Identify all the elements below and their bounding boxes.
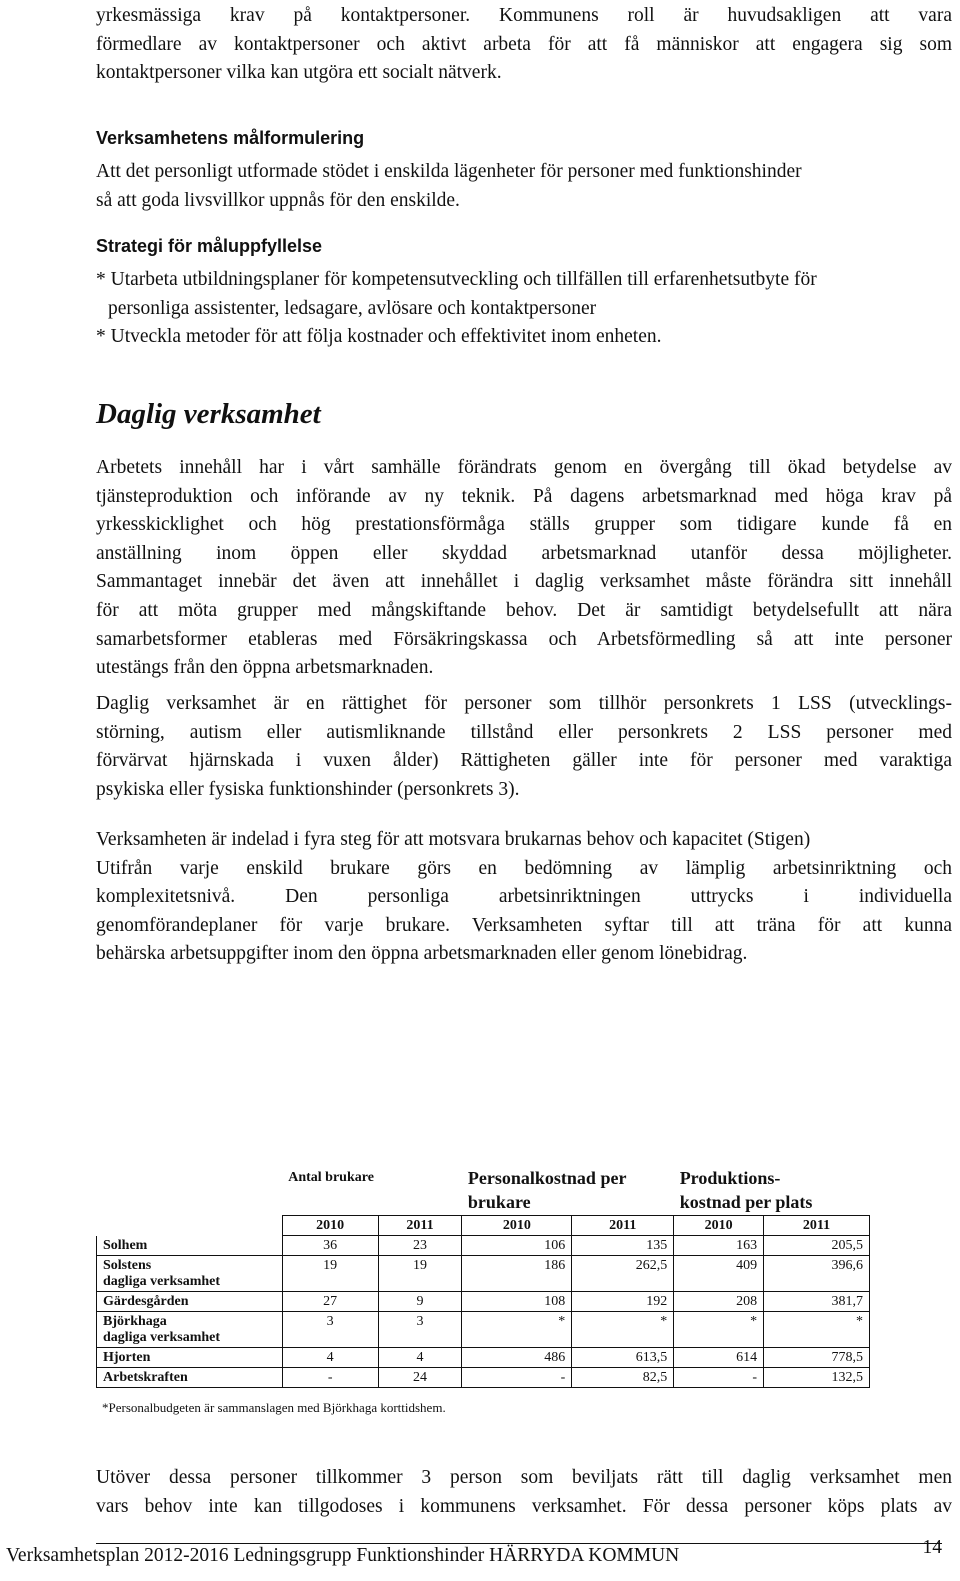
table-header-staffcost-line: brukare: [467, 1192, 531, 1212]
table-year-cell: 2011: [572, 1216, 674, 1236]
table-cell: 108: [462, 1292, 572, 1312]
table-cell: 9: [378, 1292, 462, 1312]
table-cell: 4: [378, 1348, 462, 1368]
table-cell: *: [572, 1312, 674, 1348]
goal-line: så att goda livsvillkor uppnås för den enskilde.: [96, 189, 460, 211]
table-row-name: [97, 1312, 283, 1348]
table-cell: 19: [378, 1256, 462, 1292]
strategy-bullet-continuation: personliga assistenter, ledsagare, avlösare och kontaktpersoner: [108, 297, 597, 319]
table-year-cell: 2011: [378, 1216, 462, 1236]
table-cell: 106: [462, 1236, 572, 1256]
table-header-users: Antal brukare: [288, 1170, 374, 1185]
paragraph-line: Utifrån varje enskild brukare görs en bedömning av lämplig arbetsinriktning och: [96, 857, 952, 879]
table-cell: *: [462, 1312, 572, 1348]
section-heading: Daglig verksamhet: [96, 398, 321, 430]
table-cell: 163: [674, 1236, 764, 1256]
daily-paragraph-2: [96, 690, 952, 804]
table-header-prodcost-line: kostnad per plats: [679, 1192, 813, 1212]
paragraph-line: förvärvat hjärnskada i vuxen ålder) Rättigheten gäller inte för personer med varaktiga: [96, 750, 952, 772]
intro-paragraph: [96, 2, 952, 88]
row-label: Gärdesgården: [103, 1294, 189, 1309]
footer-text: Verksamhetsplan 2012-2016 Ledningsgrupp Funktionshinder HÄRRYDA KOMMUN: [6, 1545, 680, 1566]
row-label: Hjorten: [103, 1350, 151, 1365]
paragraph-line: psykiska eller fysiska funktionshinder (personkrets 3).: [96, 778, 520, 800]
paragraph-line: utestängs från den öppna arbetsmarknaden.: [96, 657, 434, 679]
row-label: Solhem: [103, 1237, 148, 1253]
table-row: [97, 1348, 870, 1368]
table-header-prodcost-line: Produktions-: [679, 1168, 781, 1188]
table-cell: 614: [674, 1348, 764, 1368]
table-cell: 613,5: [572, 1348, 674, 1368]
page-number: 14: [922, 1537, 942, 1558]
table-cell: 409: [674, 1256, 764, 1292]
table-year-cell: 2010: [674, 1216, 764, 1236]
table-cell: 208: [674, 1292, 764, 1312]
table-year-cell: 2011: [764, 1216, 870, 1236]
table-cell: 381,7: [764, 1292, 870, 1312]
strategy-bullet: * Utveckla metoder för att följa kostnader och effektivitet inom enheten.: [96, 326, 662, 348]
paragraph-line: Utöver dessa personer tillkommer 3 person som beviljats rätt till daglig verksamhet men: [96, 1467, 952, 1488]
paragraph-line: störning, autism eller autismliknande tillstånd eller personkrets 2 LSS personer med: [96, 721, 952, 743]
paragraph-line: Sammantaget innebär det även att innehållet i daglig verksamhet måste förändra sitt innehåll: [96, 571, 952, 593]
cost-table: [96, 1164, 870, 1388]
table-row: [97, 1236, 870, 1256]
table-cell: 23: [378, 1236, 462, 1256]
table-cell: 19: [282, 1256, 378, 1292]
daily-paragraph-1: [96, 454, 952, 683]
paragraph-line: komplexitetsnivå. Den personliga arbetsinriktningen uttrycks i individuella: [96, 886, 952, 908]
table-cell: 3: [282, 1312, 378, 1348]
paragraph-line: anställning inom öppen eller skyddad arbetsmarknad utanför dessa möjligheter.: [96, 542, 952, 564]
table-footnote: *Personalbudgeten är sammanslagen med Björkhaga korttidshem.: [102, 1400, 446, 1415]
row-label: Björkhaga: [103, 1314, 167, 1329]
intro-line: yrkesmässiga krav på kontaktpersoner. Kommunens roll är huvudsakligen att vara: [96, 5, 952, 26]
table-row-name: [97, 1292, 283, 1312]
table-row-name: [97, 1236, 283, 1256]
table-row: [97, 1312, 870, 1348]
table-row-name: [97, 1348, 283, 1368]
paragraph-line: Daglig verksamhet är en rättighet för personer som tillhör personkrets 1 LSS (utvecklings-: [96, 693, 952, 714]
table-year-cell: 2010: [282, 1216, 378, 1236]
paragraph-line: samarbetsformer etableras med Försäkringskassa och Arbetsförmedling så att inte personer: [96, 628, 952, 650]
table-cell: 262,5: [572, 1256, 674, 1292]
table-cell: *: [764, 1312, 870, 1348]
table-cell: 4: [282, 1348, 378, 1368]
table-header-staffcost: [462, 1164, 674, 1216]
table-cell: 82,5: [572, 1368, 674, 1388]
table-row-name: [97, 1368, 283, 1388]
paragraph-line: genomförandeplaner för varje brukare. Verksamheten syftar till att träna för att kunna: [96, 914, 952, 936]
table-cell: 24: [378, 1368, 462, 1388]
table-cell: 205,5: [764, 1236, 870, 1256]
table-cell: *: [674, 1312, 764, 1348]
goal-paragraph: [96, 158, 952, 215]
table-cell: 778,5: [764, 1348, 870, 1368]
table-cell: [97, 1216, 283, 1236]
table-cell: 396,6: [764, 1256, 870, 1292]
footer-rule: [96, 1543, 942, 1544]
table-cell: -: [462, 1368, 572, 1388]
row-label-sub: dagliga verksamhet: [103, 1274, 221, 1289]
strategy-list: [96, 266, 952, 352]
strategy-heading: Strategi för måluppfyllelse: [96, 236, 323, 256]
table-cell: 27: [282, 1292, 378, 1312]
goal-line: Att det personligt utformade stödet i enskilda lägenheter för personer med funktionshinder: [96, 161, 802, 182]
intro-line: förmedlare av kontaktpersoner och aktivt arbeta för att få människor att engagera sig som: [96, 33, 952, 55]
table-row: [97, 1292, 870, 1312]
paragraph-line: behärska arbetsuppgifter inom den öppna arbetsmarknaden eller genom lönebidrag.: [96, 943, 748, 965]
table-cell: 192: [572, 1292, 674, 1312]
intro-line: kontaktpersoner vilka kan utgöra ett socialt nätverk.: [96, 62, 502, 84]
table-header-staffcost-line: Personalkostnad per: [467, 1168, 627, 1188]
table-years-row: [97, 1216, 870, 1236]
goal-heading: Verksamhetens målformulering: [96, 128, 365, 148]
table-cell: 132,5: [764, 1368, 870, 1388]
strategy-bullet: * Utarbeta utbildningsplaner för kompetensutveckling och tillfällen till erfarenhetsutbyte för: [96, 269, 817, 290]
paragraph-line: yrkesskicklighet och hög prestationsförmåga ställs grupper som tidigare kunde få en: [96, 514, 952, 536]
table-row-name: [97, 1256, 283, 1292]
table-header-row: [97, 1164, 870, 1216]
table-cell: 135: [572, 1236, 674, 1256]
paragraph-line: för att möta grupper med mångskiftande behov. Det är samtidigt betydelsefullt att nära: [96, 599, 952, 621]
table-row: [97, 1368, 870, 1388]
paragraph-line: Arbetets innehåll har i vårt samhälle förändrats genom en övergång till ökad betydelse av: [96, 457, 952, 478]
closing-paragraph: [96, 1464, 952, 1521]
table-row: [97, 1256, 870, 1292]
table-cell: -: [282, 1368, 378, 1388]
table-cell: 486: [462, 1348, 572, 1368]
table-cell: 3: [378, 1312, 462, 1348]
table-cell: 36: [282, 1236, 378, 1256]
paragraph-line: Verksamheten är indelad i fyra steg för att motsvara brukarnas behov och kapacitet (Stigen): [96, 829, 811, 850]
paragraph-line: tjänsteproduktion och införande av ny teknik. På dagens arbetsmarknad med höga krav på: [96, 485, 952, 507]
paragraph-line: vars behov inte kan tillgodoses i kommunens verksamhet. För dessa personer köps plats av: [96, 1495, 952, 1517]
row-label-sub: dagliga verksamhet: [103, 1330, 221, 1345]
row-label: Solstens: [103, 1258, 152, 1273]
daily-paragraph-3: [96, 826, 952, 969]
table-cell: 186: [462, 1256, 572, 1292]
table-header-cell: [97, 1164, 283, 1216]
table-header-prodcost: [674, 1164, 870, 1216]
row-label: Arbetskraften: [103, 1370, 188, 1385]
table-cell: -: [674, 1368, 764, 1388]
table-year-cell: 2010: [462, 1216, 572, 1236]
